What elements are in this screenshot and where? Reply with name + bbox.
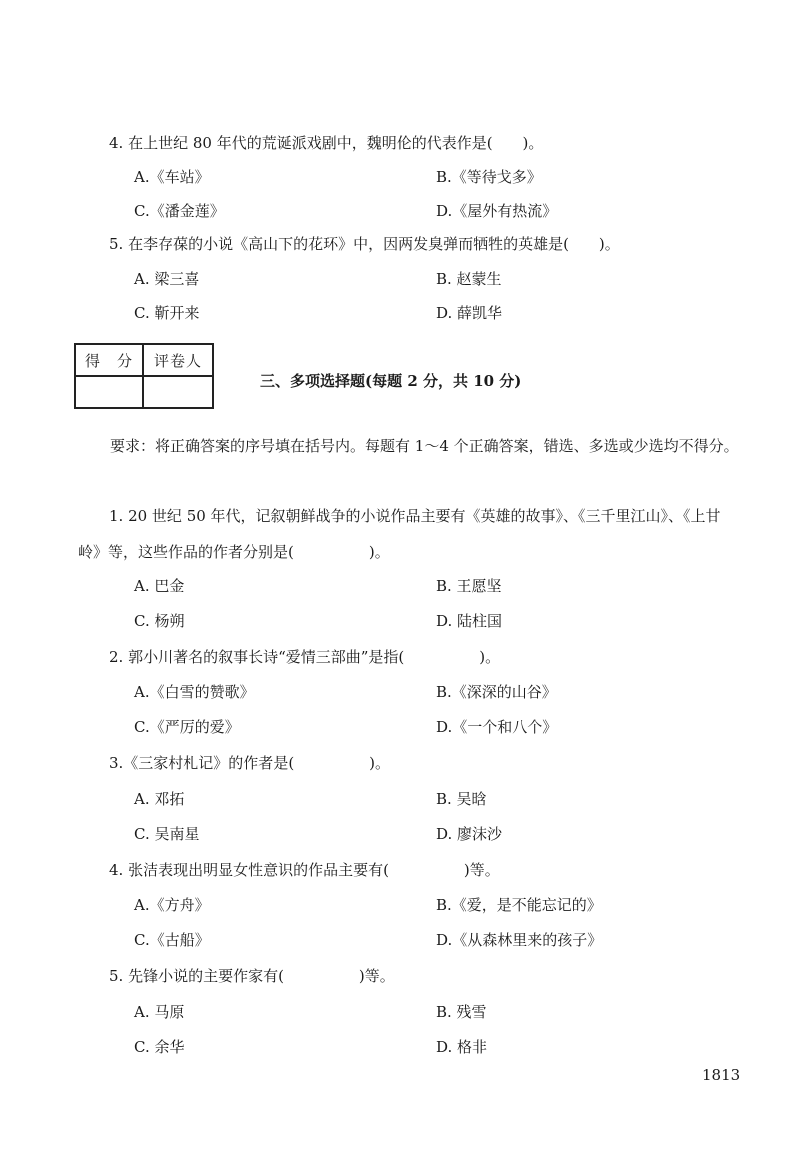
mc-question-5-option-c: C. 余华	[134, 1038, 185, 1056]
mc-question-5-option-d: D. 格非	[436, 1038, 488, 1056]
mc-question-2-option-b: B.《深深的山谷》	[436, 683, 557, 701]
mc-question-1-option-a: A. 巴金	[134, 577, 185, 595]
mc-question-3-option-a: A. 邓拓	[134, 790, 185, 808]
mc-question-2-option-d: D.《一个和八个》	[436, 718, 558, 736]
mc-question-3-option-d: D. 廖沫沙	[436, 825, 503, 843]
mc-question-4-stem: 4. 张洁表现出明显女性意识的作品主要有( )等。	[109, 861, 500, 879]
page-number: 1813	[702, 1066, 741, 1084]
mc-question-4-option-c: C.《古船》	[134, 931, 210, 949]
grader-header: 评卷人	[143, 344, 213, 376]
mc-question-5-option-a: A. 马原	[134, 1003, 185, 1021]
grader-cell[interactable]	[143, 376, 213, 408]
question-5-option-d: D. 薛凯华	[436, 304, 503, 322]
mc-question-2-option-c: C.《严厉的爱》	[134, 718, 240, 736]
mc-question-1-stem-line2: 岭》等，这些作品的作者分别是( )。	[78, 543, 390, 561]
mc-question-1-stem-line1: 1. 20 世纪 50 年代，记叙朝鲜战争的小说作品主要有《英雄的故事》、《三千里江山》、《上甘	[109, 507, 721, 525]
mc-question-1-option-c: C. 杨朔	[134, 612, 185, 630]
mc-question-2-option-a: A.《白雪的赞歌》	[134, 683, 255, 701]
question-5-option-a: A. 梁三喜	[134, 270, 200, 288]
score-cell[interactable]	[75, 376, 143, 408]
question-4-option-a: A.《车站》	[134, 168, 210, 186]
section-instructions: 要求：将正确答案的序号填在括号内。每题有 1～4 个正确答案，错选、多选或少选均不得分。	[110, 437, 739, 455]
mc-question-4-option-d: D.《从森林里来的孩子》	[436, 931, 603, 949]
question-5-stem: 5. 在李存葆的小说《高山下的花环》中，因两发臭弹而牺牲的英雄是( )。	[109, 235, 620, 253]
section-title: 三、多项选择题(每题 2 分，共 10 分)	[260, 372, 522, 390]
score-box	[74, 343, 214, 409]
question-4-option-d: D.《屋外有热流》	[436, 202, 558, 220]
mc-question-4-option-a: A.《方舟》	[134, 896, 210, 914]
question-5-option-b: B. 赵蒙生	[436, 270, 502, 288]
mc-question-5-option-b: B. 残雪	[436, 1003, 487, 1021]
mc-question-3-option-c: C. 吴南星	[134, 825, 200, 843]
question-4-stem: 4. 在上世纪 80 年代的荒诞派戏剧中，魏明伦的代表作是( )。	[109, 134, 544, 152]
mc-question-2-stem: 2. 郭小川著名的叙事长诗“爱情三部曲”是指( )。	[109, 648, 501, 666]
score-header: 得 分	[75, 344, 143, 376]
question-4-option-c: C.《潘金莲》	[134, 202, 225, 220]
question-5-option-c: C. 靳开来	[134, 304, 200, 322]
question-4-option-b: B.《等待戈多》	[436, 168, 542, 186]
mc-question-3-stem: 3.《三家村札记》的作者是( )。	[109, 754, 391, 772]
mc-question-1-option-d: D. 陆柱国	[436, 612, 503, 630]
mc-question-5-stem: 5. 先锋小说的主要作家有( )等。	[109, 967, 395, 985]
mc-question-3-option-b: B. 吴晗	[436, 790, 487, 808]
mc-question-1-option-b: B. 王愿坚	[436, 577, 502, 595]
mc-question-4-option-b: B.《爱，是不能忘记的》	[436, 896, 602, 914]
